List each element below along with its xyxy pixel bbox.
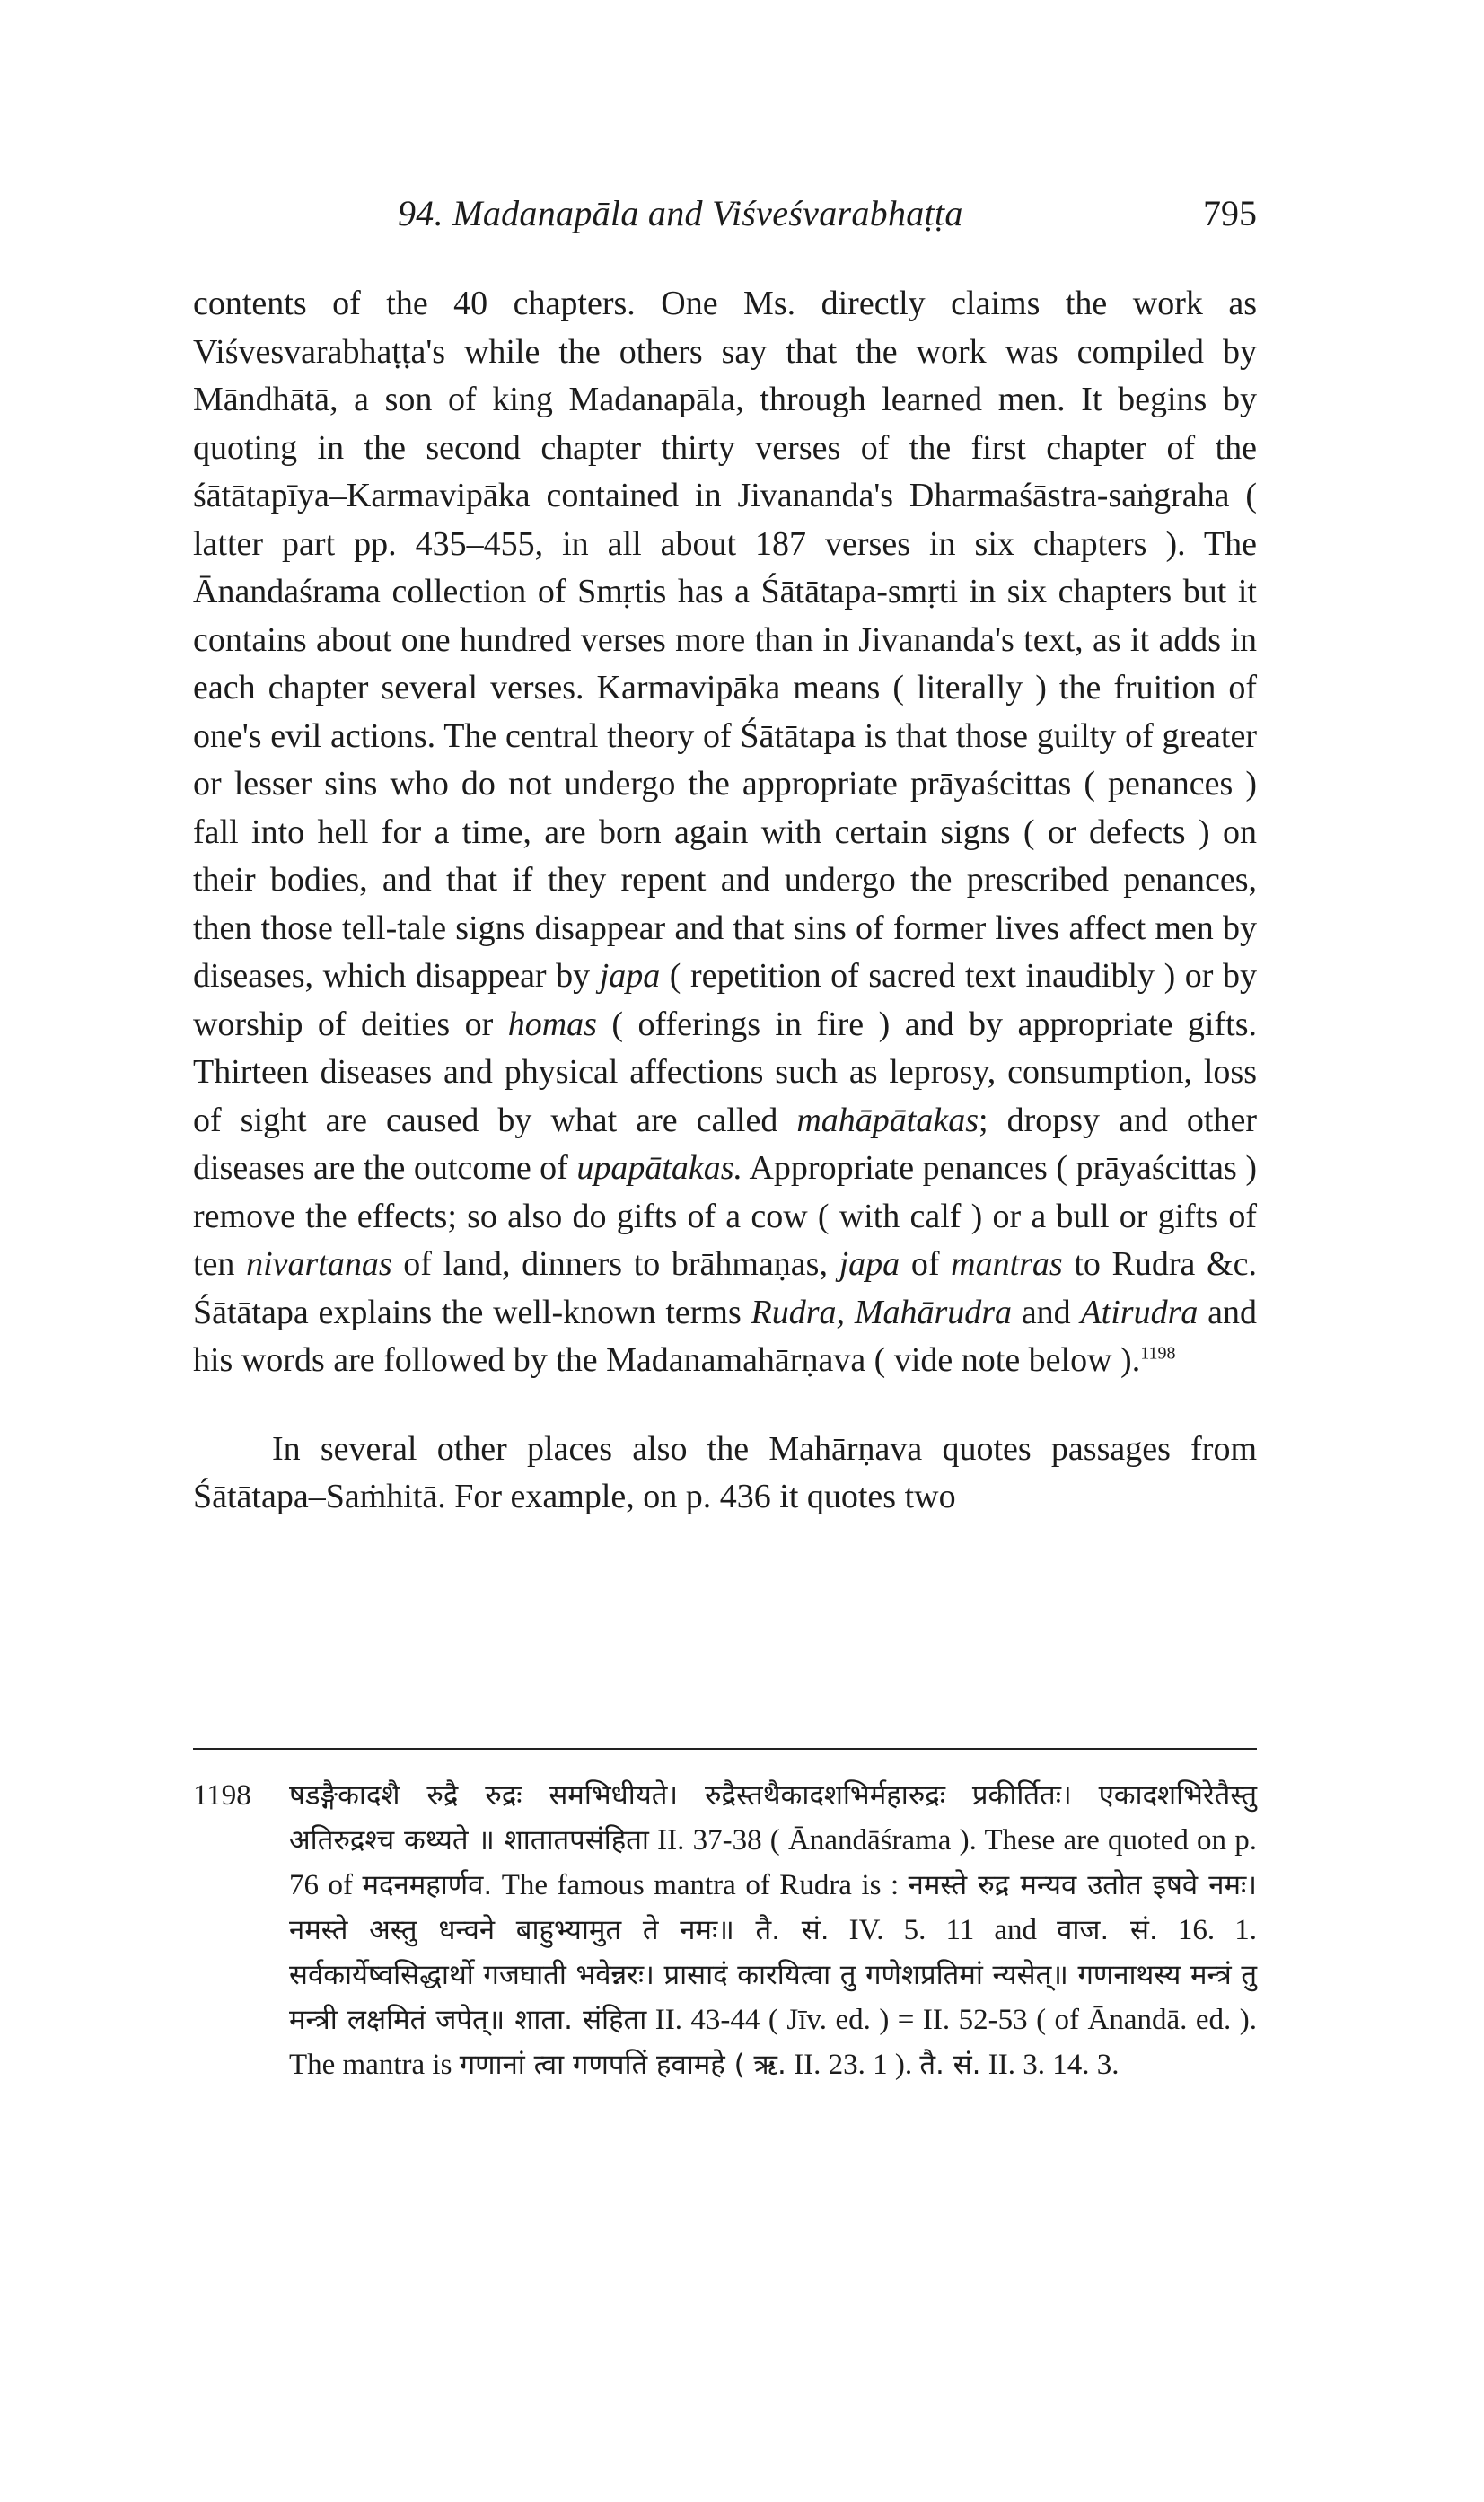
footnote-number: 1198 xyxy=(193,1779,251,1812)
footnote-reference[interactable]: 1198 xyxy=(1140,1343,1176,1364)
running-title: 94. Madanapāla and Viśveśvarabhaṭṭa xyxy=(398,193,963,233)
page-number: 795 xyxy=(1203,193,1257,233)
paragraph-2: In several other places also the Mahārṇava quotes passages from Śātātapa–Saṁhitā. For example, on p. 436 it quotes two xyxy=(193,1429,1257,1515)
footnote-text: षडङ्गैकादशै रुद्रै रुद्रः समभिधीयते। रुद्रैस्तथैकादशभिर्महारुद्रः प्रकीर्तितः। एकादशभिरेतैस्तु अतिरुद्रश्च कथ्यते ॥ शातातपसंहिता II. 37-38 ( Ānandāśrama ). These are quoted on p. 76 of मदनमहार्णव. The famous mantra of Rudra is : नमस्ते रुद्र मन्यव उतोत इषवे नमः। नमस्ते अस्तु धन्वने बाहुभ्यामुत ते नमः॥ तै. सं. IV. 5. 11 and वाज. सं. 16. 1. सर्वकार्येष्वसिद्धार्थो गजघाती भवेन्नरः। प्रासादं कारयित्वा तु गणेशप्रतिमां न्यसेत्॥ गणनाथस्य मन्त्रं तु मन्त्री लक्षमितं जपेत्॥ शाता. संहिता II. 43-44 ( Jīv. ed. ) = II. 52-53 ( of Ānandā. ed. ). The mantra is गणानां त्वा गणपतिं हवामहे ( ऋ. II. 23. 1 ). तै. सं. II. 3. 14. 3. xyxy=(289,1779,1258,2081)
footnote-1198 xyxy=(193,1773,1257,2087)
page-header xyxy=(193,192,1257,246)
footnote-divider xyxy=(193,1748,1257,1750)
main-text xyxy=(193,280,1257,1522)
paragraph-1: contents of the 40 chapters. One Ms. directly claims the work as Viśvesvarabhaṭṭa's while the others say that the work was compiled by Māndhātā, a son of king Madanapāla, through learned men. It begins by quoting in the second chapter thirty verses of the first chapter of the śātātapīya–Karmavipāka contained in Jivananda's Dharmaśāstra-saṅgraha ( latter part pp. 435–455, in all about 187 verses in six chapters ). The Ānandaśrama collection of Smṛtis has a Śātātapa-smṛti in six chapters but it contains about one hundred verses more than in Jivananda's text, as it adds in each chapter several verses. Karmavipāka means ( literally ) the fruition of one's evil actions. The central theory of Śātātapa is that those guilty of greater or lesser sins who do not undergo the appropriate prāyaścittas ( penances ) fall into hell for a time, are born again with certain signs ( or defects ) on their bodies, and that if they repent and undergo the prescribed penances, then those tell-tale signs disappear and that sins of former lives affect men by diseases, which disappear by japa ( repetition of sacred text inaudibly ) or by worship of deities or homas ( offerings in fire ) and by appropriate gifts. Thirteen diseases and physical affections such as leprosy, consumption, loss of sight are caused by what are called mahāpātakas; dropsy and other diseases are the outcome of upapātakas. Appropriate penances ( prāyaścittas ) remove the effects; so also do gifts of a cow ( with calf ) or a bull or gifts of ten nivartanas of land, dinners to brāhmaṇas, japa of mantras to Rudra &c. Śātātapa explains the well-known terms Rudra, Mahārudra and Atirudra and his words are followed by the Madanamahārṇava ( vide note below ).$^{1198}$ xyxy=(193,285,1257,1379)
